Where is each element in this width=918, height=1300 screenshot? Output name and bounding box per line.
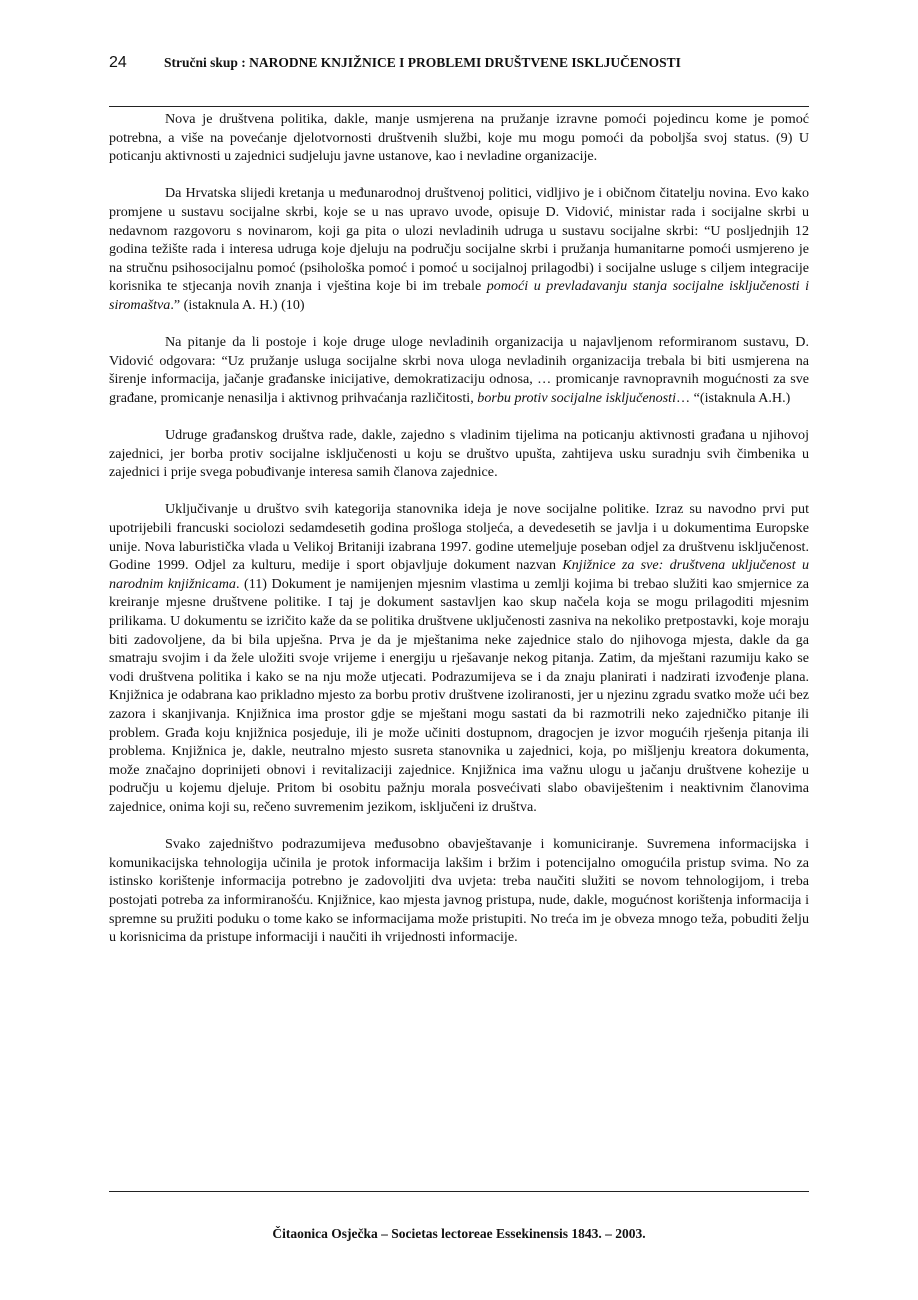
header-rule bbox=[109, 106, 809, 107]
paragraph-text: Udruge građanskog društva rade, dakle, zajedno s vladinim tijelima na poticanju aktivnosti građana u njihovoj zajednici, jer borba protiv socijalne isključenosti u koju se društvo upušta, zahtijeva usku suradnju svih čimbenika u zajednici i prije svega pobuđivanje interesa samih članova zajednice. bbox=[109, 427, 809, 481]
paragraph-3 bbox=[109, 333, 809, 407]
paragraph-6 bbox=[109, 835, 809, 947]
paragraph-text: … “(istaknula A.H.) bbox=[676, 389, 791, 406]
paragraph-text: Nova je društvena politika, dakle, manje usmjerena na pružanje izravne pomoći pojedincu kome je pomoć potrebna, a više na povećanje djelotvornosti društvenih službi, koje mu mogu pomoći da poboljša svoj status. (9) U poticanju aktivnosti u zajednici sudjeluju javne ustanove, kao i nevladine organizacije. bbox=[109, 111, 809, 165]
paragraph-text: Da Hrvatska slijedi kretanja u međunarodnoj društvenoj politici, vidljivo je i običnom čitatelju novina. Evo kako promjene u sustavu socijalne skrbi, koje se u nas upravo uvode, opisuje D. Vidović, ministar rada i socijalne skrbi u nedavnom razgovoru s novinarom, koji ga pita o ulozi nevladinih udruga u sustavu socijalne skrbi: “U posljednjih 12 godina težište rada i interesa udruga koje djeluju na području socijalne skrbi i pružanja humanitarne pomoći usmjereno je na stručnu psihosocijalnu pomoć (psihološka pomoć i pomoć u socijalnoj prilagodbi) i socijalne usluge s ciljem integracije korisnika te stjecanja novih znanja i vještina koje bi im trebale bbox=[109, 185, 809, 295]
paragraph-text: Svako zajedništvo podrazumijeva međusobno obavještavanje i komuniciranje. Suvremena informacijska i komunikacijska tehnologija učinila je protok informacija lakšim i bržim i potencijalno omogućila pristup svima. No za istinsko korištenje informacija potrebno je zadovoljiti dva uvjeta: treba naučiti služiti se novom tehnologijom, i treba postojati potreba za informiranošću. Knjižnice, kao mjesta javnog pristupa, nude, dakle, mogućnost korištenja informacija i spremne su pružiti poduku o tome kako se informacijama može pristupiti. No treća im je obveza mnogo teža, pobuditi želju u korisnicima da pristupe informaciji i naučiti ih vrijednosti informacije. bbox=[109, 836, 809, 946]
paragraph-text: Uključivanje u društvo svih kategorija stanovnika ideja je nove socijalne politike. Izraz su navodno prvi put upotrijebili francuski sociolozi sedamdesetih godina prošloga stoljeća, a devedesetih se javlja i u dokumentima Europske unije. Nova laburistička vlada u Velikoj Britaniji izabrana 1997. godine utemeljuje poseban odjel za društvenu isključenost. Godine 1999. Odjel za kulturu, medije i sport objavljuje dokument nazvan bbox=[109, 501, 809, 574]
italic-text: pomoći u prevladavanju stanja socijalne isključenosti i siromaštva bbox=[109, 278, 809, 313]
page-number: 24 bbox=[109, 54, 127, 71]
paragraph-2 bbox=[109, 184, 809, 314]
paragraph-text: . (11) Dokument je namijenjen mjesnim vlastima u zemlji kojima bi trebao služiti kao smjernice za kreiranje mjesne društvene politike. I taj je dokument sastavljen kao skup načela koja se mogu prilagoditi mjesnim prilikama. U dokumentu se izričito kaže da se politika društvene uključenosti zasniva na nekoliko pretpostavki, koje moraju biti zadovoljene, da bi bila upješna. Prva je da je mještanima neke zajednice stalo do njihovoga mjesta, dakle da ga smatraju svojim i da žele uložiti svoje vrijeme i energiju u rješavanje nekog pitanja. Zatim, da mještani razumiju kako se vodi društvena politika i kako se na nju može utjecati. Podrazumijeva se i da znaju planirati i nadzirati izvođenje plana. Knjižnica je odabrana kao prikladno mjesto za borbu protiv društvene izoliranosti, jer u njezinu zgradu svatko može ući bez zazora i skanjivanja. Knjižnica ima prostor gdje se mještani mogu sastati da bi razmotrili neko zajedničko pitanje ili problem. Građa koju knjižnica posjeduje, ili je može učiniti dostupnom, dragocjen je izvor mogućih rješenja pitanja ili problema. Knjižnica je, dakle, neutralno mjesto susreta stanovnika u zajednici, koja, po mišljenju kreatora dokumenta, može značajno doprinijeti obnovi i revitalizaciji zajednice. Knjižnica ima važnu ulogu u jačanju društvene kohezije u području u kojemu djeluje. Pritom bi osobitu pažnju morala posvećivati slabo obaviještenim i neaktivnim članovima zajednice, onima koji su, rečeno suvremenim jezikom, isključeni iz društva. bbox=[109, 575, 809, 815]
paragraph-text: Na pitanje da li postoje i koje druge uloge nevladinih organizacija u najavljenom reformiranom sustavu, D. Vidović odgovara: “Uz pružanje usluga socijalne skrbi nova uloga nevladinih organizacija trebala bi biti usmjerena na širenje informacija, jačanje građanske inicijative, demokratizaciju odnosa, … promicanje ravnopravnih mogućnosti za sve građane, promicanje nenasilja i aktivnog prihvaćanja različitosti, bbox=[109, 334, 809, 406]
paragraph-5 bbox=[109, 500, 809, 816]
italic-text: Knjižnice za sve: društvena uključenost u narodnim knjižnicama bbox=[109, 557, 809, 592]
document-page bbox=[109, 0, 809, 1300]
page-header bbox=[109, 54, 809, 76]
body-text bbox=[109, 110, 809, 965]
paragraph-1 bbox=[109, 110, 809, 166]
paragraph-4 bbox=[109, 426, 809, 482]
running-title: Stručni skup : NARODNE KNJIŽNICE I PROBLEMI DRUŠTVENE ISKLJUČENOSTI bbox=[164, 55, 681, 70]
italic-text: borbu protiv socijalne isključenosti bbox=[477, 389, 676, 406]
page-footer: Čitaonica Osječka – Societas lectoreae Essekinensis 1843. – 2003. bbox=[272, 1226, 646, 1241]
footer-rule bbox=[109, 1191, 809, 1192]
paragraph-text: .” (istaknula A. H.) (10) bbox=[170, 296, 305, 313]
